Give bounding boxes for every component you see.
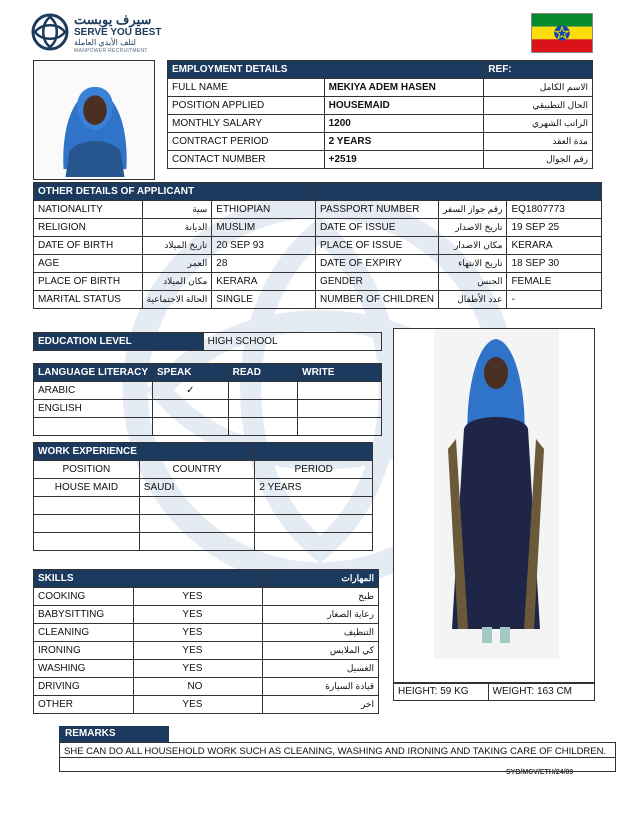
field-value: KERARA — [212, 273, 316, 291]
skill-name: DRIVING — [34, 678, 134, 696]
ref-label: REF: — [484, 61, 593, 79]
field-label: PASSPORT NUMBER — [316, 201, 439, 219]
write-header: WRITE — [298, 364, 382, 382]
employment-header: EMPLOYMENT DETAILS — [168, 61, 484, 79]
field-label-ar: الحالة الاجتماعية — [142, 291, 212, 309]
work-experience-header-blank — [255, 443, 373, 461]
work-period: 2 YEARS — [255, 479, 373, 497]
skill-value: YES — [133, 606, 263, 624]
field-value: 28 — [212, 255, 316, 273]
skill-value: YES — [133, 660, 263, 678]
skill-row — [34, 642, 379, 660]
field-label-ar: رقم الجوال — [484, 151, 593, 169]
language-row — [34, 382, 382, 400]
employment-row — [168, 133, 593, 151]
weight-value: WEIGHT: 163 CM — [488, 683, 594, 701]
skill-name-ar: طبخ — [263, 588, 379, 606]
work-experience-table — [33, 442, 373, 551]
other-details-header-blank — [316, 183, 602, 201]
work-row-blank — [34, 497, 373, 515]
field-label: POSITION APPLIED — [168, 97, 325, 115]
skill-name: BABYSITTING — [34, 606, 134, 624]
field-label-ar: الراتب الشهري — [484, 115, 593, 133]
other-details-row — [34, 291, 602, 309]
language-name: ENGLISH — [34, 400, 153, 418]
field-value: 18 SEP 30 — [507, 255, 602, 273]
skill-name-ar: قيادة السيارة — [263, 678, 379, 696]
work-row — [34, 479, 373, 497]
skill-name: WASHING — [34, 660, 134, 678]
field-label: RELIGION — [34, 219, 143, 237]
field-value: +2519 — [324, 151, 484, 169]
field-label-ar: العمر — [142, 255, 212, 273]
field-value: 19 SEP 25 — [507, 219, 602, 237]
education-table — [33, 332, 382, 351]
document-code: SYB/MCV/ETH/24/09 — [506, 769, 574, 776]
field-value: 2 YEARS — [324, 133, 484, 151]
field-value: ETHIOPIAN — [212, 201, 316, 219]
remarks-header: REMARKS — [59, 726, 169, 742]
field-label: PLACE OF ISSUE — [316, 237, 439, 255]
work-row-blank — [34, 533, 373, 551]
write-cell — [298, 382, 382, 400]
field-value: KERARA — [507, 237, 602, 255]
skill-name: COOKING — [34, 588, 134, 606]
other-details-table — [33, 182, 602, 309]
position-column-header: POSITION — [34, 461, 140, 479]
language-header: LANGUAGE LITERACY — [34, 364, 153, 382]
employment-row — [168, 79, 593, 97]
field-label-ar: الحال التطبيقي — [484, 97, 593, 115]
remarks-text: SHE CAN DO ALL HOUSEHOLD WORK SUCH AS CLEANING, WASHING AND IRONING AND TAKING CARE OF CHILDREN. — [59, 742, 616, 758]
period-column-header: PERIOD — [255, 461, 373, 479]
skill-name-ar: رعاية الصغار — [263, 606, 379, 624]
logo-mark-icon — [30, 12, 70, 52]
other-details-row — [34, 237, 602, 255]
employment-row — [168, 115, 593, 133]
language-row — [34, 400, 382, 418]
field-value: SINGLE — [212, 291, 316, 309]
language-table — [33, 363, 382, 436]
field-label-ar: الديانة — [142, 219, 212, 237]
skill-row — [34, 660, 379, 678]
skill-name: IRONING — [34, 642, 134, 660]
field-label: AGE — [34, 255, 143, 273]
applicant-portrait-photo — [33, 60, 155, 180]
skills-header-ar: المهارات — [263, 570, 379, 588]
field-label: DATE OF EXPIRY — [316, 255, 439, 273]
country-column-header: COUNTRY — [139, 461, 255, 479]
field-value: 1200 — [324, 115, 484, 133]
field-label-ar: مدة العقد — [484, 133, 593, 151]
company-logo — [30, 12, 180, 56]
skill-row — [34, 696, 379, 714]
skill-name-ar: الغسيل — [263, 660, 379, 678]
field-value: - — [507, 291, 602, 309]
skill-row — [34, 588, 379, 606]
field-value: FEMALE — [507, 273, 602, 291]
field-label-ar: الاسم الكامل — [484, 79, 593, 97]
field-label-ar: الجنس — [438, 273, 507, 291]
skills-header: SKILLS — [34, 570, 263, 588]
employment-row — [168, 97, 593, 115]
skill-row — [34, 678, 379, 696]
other-details-row — [34, 201, 602, 219]
skill-value: YES — [133, 696, 263, 714]
skill-value: YES — [133, 642, 263, 660]
applicant-full-length-photo — [393, 328, 595, 684]
skills-table — [33, 569, 379, 714]
other-details-header: OTHER DETAILS OF APPLICANT — [34, 183, 316, 201]
field-label-ar: تاريخ الاصدار — [438, 219, 507, 237]
read-cell — [228, 400, 298, 418]
field-value: MEKIYA ADEM HASEN — [324, 79, 484, 97]
logo-english-name: SERVE YOU BEST — [74, 27, 162, 38]
skill-value: NO — [133, 678, 263, 696]
speak-header: SPEAK — [153, 364, 229, 382]
language-name: ARABIC — [34, 382, 153, 400]
speak-cell — [153, 400, 229, 418]
logo-subtitle: MANPOWER RECRUITMENT — [74, 48, 148, 54]
skill-row — [34, 606, 379, 624]
field-label: FULL NAME — [168, 79, 325, 97]
skill-name-ar: التنظيف — [263, 624, 379, 642]
skill-name-ar: اخر — [263, 696, 379, 714]
field-label: CONTRACT PERIOD — [168, 133, 325, 151]
field-label: MARITAL STATUS — [34, 291, 143, 309]
employment-row — [168, 151, 593, 169]
work-row-blank — [34, 515, 373, 533]
skill-value: YES — [133, 624, 263, 642]
field-label-ar: عدد الأطفال — [438, 291, 507, 309]
field-label: GENDER — [316, 273, 439, 291]
height-value: HEIGHT: 59 KG — [394, 683, 489, 701]
read-header: READ — [228, 364, 298, 382]
other-details-row — [34, 273, 602, 291]
remarks-section — [59, 726, 616, 772]
skill-value: YES — [133, 588, 263, 606]
education-value: HIGH SCHOOL — [203, 333, 381, 351]
field-label: NUMBER OF CHILDREN — [316, 291, 439, 309]
field-label-ar: رقم جواز السفر — [438, 201, 507, 219]
field-label-ar: مكان الميلاد — [142, 273, 212, 291]
field-value: MUSLIM — [212, 219, 316, 237]
skill-name: OTHER — [34, 696, 134, 714]
work-position: HOUSE MAID — [34, 479, 140, 497]
field-label: NATIONALITY — [34, 201, 143, 219]
field-value: HOUSEMAID — [324, 97, 484, 115]
ethiopia-flag-icon — [531, 13, 593, 53]
write-cell — [298, 400, 382, 418]
field-label: DATE OF ISSUE — [316, 219, 439, 237]
logo-arabic-name: سيرف يوبست — [74, 12, 152, 27]
skill-name: CLEANING — [34, 624, 134, 642]
field-label-ar: مكان الاصدار — [438, 237, 507, 255]
skill-row — [34, 624, 379, 642]
field-value: 20 SEP 93 — [212, 237, 316, 255]
field-label-ar: تاريخ الميلاد — [142, 237, 212, 255]
field-label-ar: سية — [142, 201, 212, 219]
read-cell — [228, 382, 298, 400]
other-details-row — [34, 219, 602, 237]
logo-arabic-tagline: لتلف الأيدي العاملة — [74, 38, 136, 47]
height-weight-table — [393, 682, 595, 701]
check-icon: ✓ — [153, 382, 229, 400]
field-value: EQ1807773 — [507, 201, 602, 219]
field-label: PLACE OF BIRTH — [34, 273, 143, 291]
field-label: DATE OF BIRTH — [34, 237, 143, 255]
skill-name-ar: كي الملابس — [263, 642, 379, 660]
field-label-ar: تاريخ الانتهاء — [438, 255, 507, 273]
other-details-row — [34, 255, 602, 273]
language-row-blank — [34, 418, 382, 436]
employment-details-table — [167, 60, 593, 169]
field-label: MONTHLY SALARY — [168, 115, 325, 133]
field-label: CONTACT NUMBER — [168, 151, 325, 169]
education-label: EDUCATION LEVEL — [34, 333, 204, 351]
work-experience-header: WORK EXPERIENCE — [34, 443, 255, 461]
work-country: SAUDI — [139, 479, 255, 497]
